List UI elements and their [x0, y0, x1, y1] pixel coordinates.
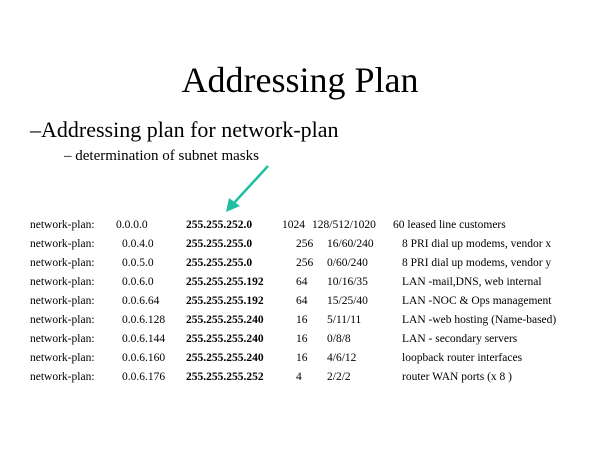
- network-name: network-plan:: [30, 371, 95, 383]
- network-address: 0.0.6.64: [122, 295, 160, 307]
- address-count: 64: [296, 276, 308, 288]
- address-usage: 10/16/35: [327, 276, 368, 288]
- address-usage: 4/6/12: [327, 352, 357, 364]
- subnet-mask: 255.255.255.192: [186, 276, 264, 288]
- address-count: 16: [296, 352, 308, 364]
- subnet-mask: 255.255.255.0: [186, 238, 253, 250]
- address-count: 16: [296, 314, 308, 326]
- subnet-mask: 255.255.252.0: [186, 219, 253, 231]
- network-name: network-plan:: [30, 219, 95, 231]
- network-address: 0.0.6.160: [122, 352, 166, 364]
- subnet-description: LAN -web hosting (Name-based): [402, 314, 557, 326]
- address-usage: 15/25/40: [327, 295, 368, 307]
- address-count: 1024: [282, 219, 305, 231]
- subnet-description: LAN - secondary servers: [402, 333, 518, 345]
- network-address: 0.0.6.0: [122, 276, 154, 288]
- network-address: 0.0.6.144: [122, 333, 166, 345]
- network-name: network-plan:: [30, 333, 95, 345]
- network-address: 0.0.0.0: [116, 219, 148, 231]
- address-count: 256: [296, 257, 314, 269]
- address-count: 64: [296, 295, 308, 307]
- network-address: 0.0.6.128: [122, 314, 166, 326]
- subnet-description: loopback router interfaces: [402, 352, 523, 364]
- subnet-mask: 255.255.255.0: [186, 257, 253, 269]
- network-name: network-plan:: [30, 238, 95, 250]
- network-name: network-plan:: [30, 295, 95, 307]
- subnet-mask: 255.255.255.252: [186, 371, 264, 383]
- address-usage: 2/2/2: [327, 371, 351, 383]
- network-address: 0.0.4.0: [122, 238, 154, 250]
- bullet-level1: –Addressing plan for network-plan: [30, 117, 339, 142]
- address-usage: 5/11/11: [327, 314, 362, 326]
- address-count: 256: [296, 238, 314, 250]
- subnet-description: 60 leased line customers: [393, 219, 506, 231]
- subnet-description: router WAN ports (x 8 ): [402, 371, 512, 383]
- network-name: network-plan:: [30, 314, 95, 326]
- subnet-description: LAN -NOC & Ops management: [402, 295, 552, 307]
- bullet-level2: – determination of subnet masks: [64, 148, 259, 164]
- address-count: 4: [296, 371, 302, 383]
- subnet-mask: 255.255.255.240: [186, 333, 264, 345]
- subnet-description: LAN -mail,DNS, web internal: [402, 276, 542, 288]
- address-usage: 0/60/240: [327, 257, 368, 269]
- address-count: 16: [296, 333, 308, 345]
- subnet-mask: 255.255.255.192: [186, 295, 264, 307]
- subnet-mask: 255.255.255.240: [186, 314, 264, 326]
- subnet-mask: 255.255.255.240: [186, 352, 264, 364]
- subnet-description: 8 PRI dial up modems, vendor y: [402, 257, 552, 269]
- network-name: network-plan:: [30, 276, 95, 288]
- network-name: network-plan:: [30, 352, 95, 364]
- network-address: 0.0.6.176: [122, 371, 166, 383]
- network-name: network-plan:: [30, 257, 95, 269]
- address-usage: 0/8/8: [327, 333, 351, 345]
- slide-title: Addressing Plan: [181, 60, 419, 100]
- address-usage: 16/60/240: [327, 238, 374, 250]
- subnet-description: 8 PRI dial up modems, vendor x: [402, 238, 552, 250]
- network-address: 0.0.5.0: [122, 257, 154, 269]
- address-usage: 128/512/1020: [312, 219, 376, 231]
